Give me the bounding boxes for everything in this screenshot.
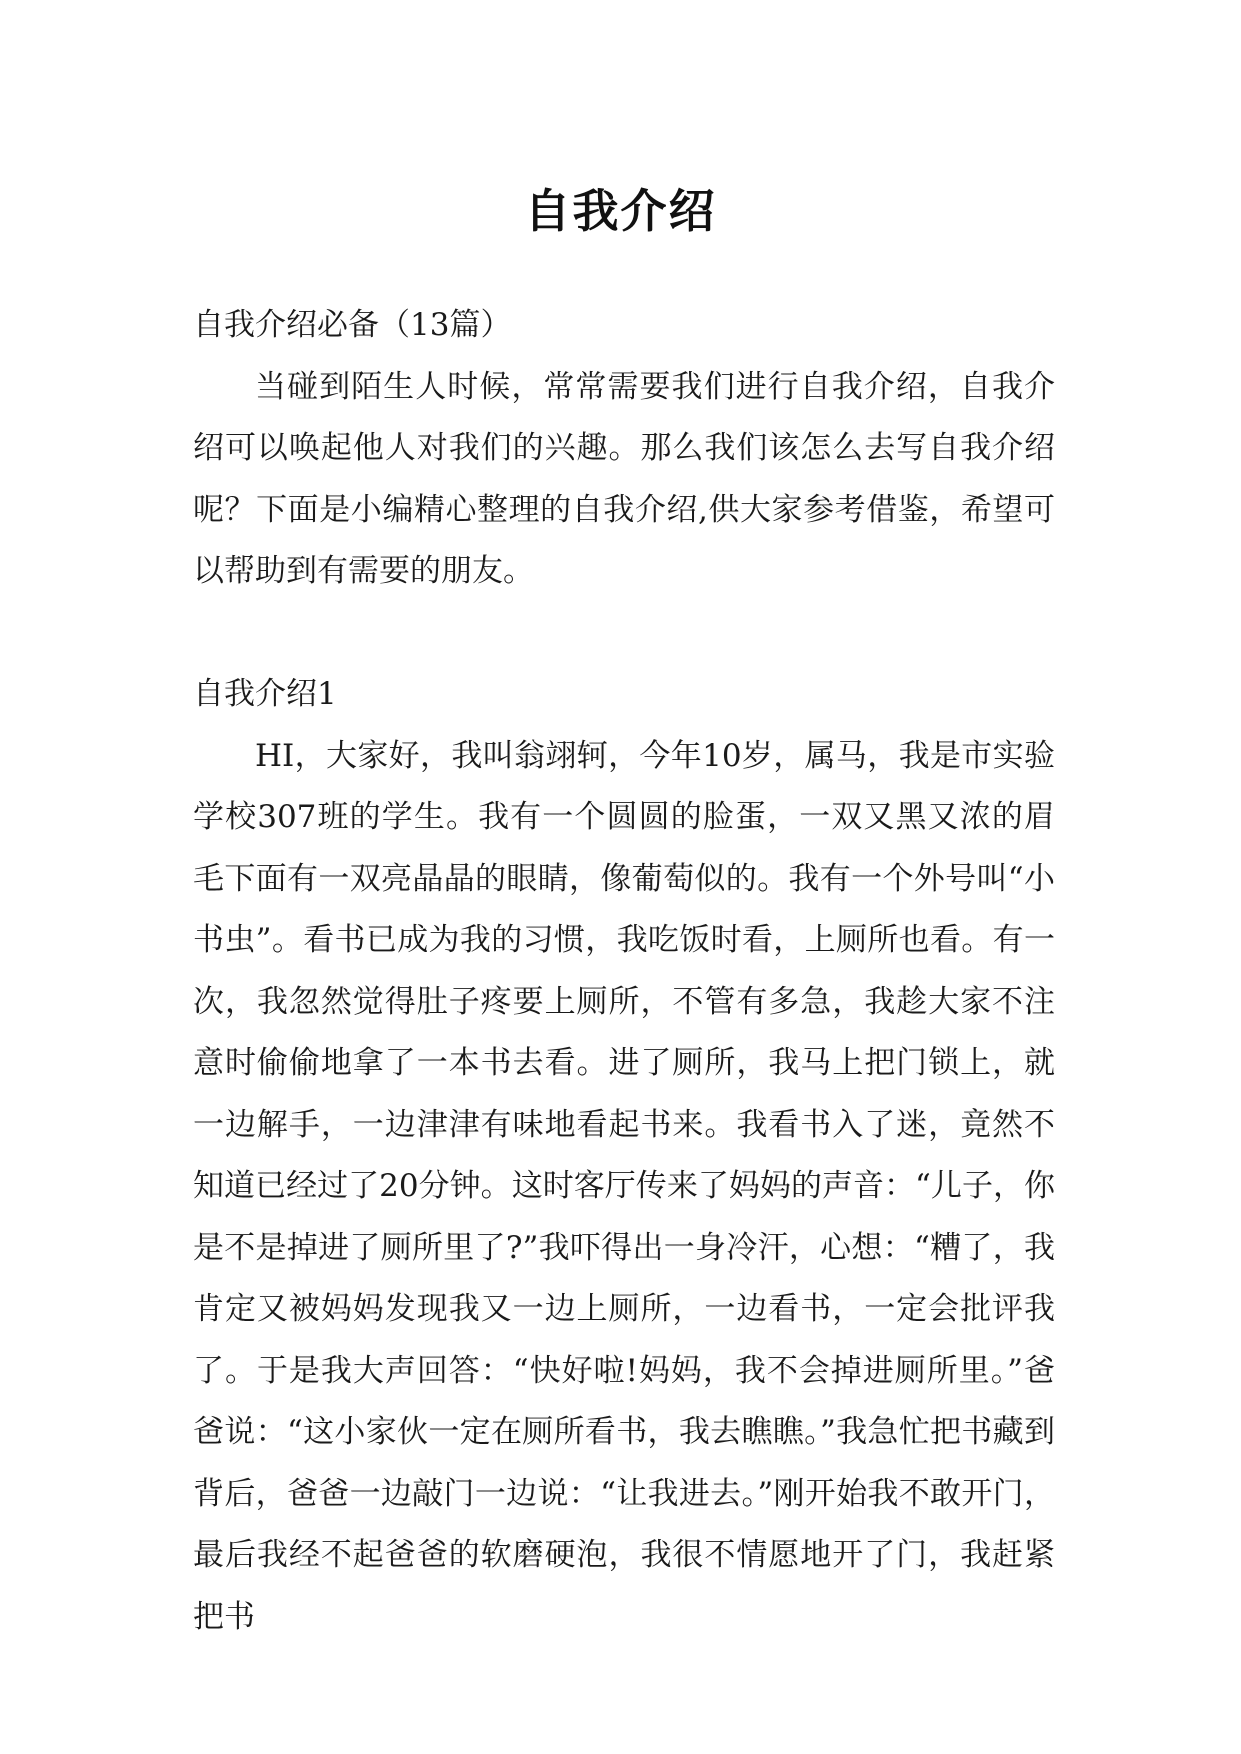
section-heading: 自我介绍1 bbox=[193, 676, 337, 712]
paragraph-spacer bbox=[193, 603, 1055, 665]
intro-paragraph: 当碰到陌生人时候，常常需要我们进行自我介绍，自我介绍可以唤起他人对我们的兴趣。那么我们该怎么去写自我介绍呢？下面是小编精心整理的自我介绍,供大家参考借鉴，希望可以帮助到有需要的朋友。 bbox=[193, 368, 1055, 589]
section-paragraph: HI，大家好，我叫翁翊轲，今年10岁，属马，我是市实验学校307班的学生。我有一个圆圆的脸蛋，一双又黑又浓的眉毛下面有一双亮晶晶的眼睛，像葡萄似的。我有一个外号叫“小书虫”。看书已成为我的习惯，我吃饭时看，上厕所也看。有一次，我忽然觉得肚子疼要上厕所，不管有多急，我趁大家不注意时偷偷地拿了一本书去看。进了厕所，我马上把门锁上，就一边解手，一边津津有味地看起书来。我看书入了迷，竟然不知道已经过了20分钟。这时客厅传来了妈妈的声音：“儿子，你是不是掉进了厕所里了?”我吓得出一身冷汗，心想：“糟了，我肯定又被妈妈发现我又一边上厕所，一边看书，一定会批评我了。于是我大声回答：“快好啦!妈妈，我不会掉进厕所里。”爸爸说：“这小家伙一定在厕所看书，我去瞧瞧。”我急忙把书藏到背后，爸爸一边敲门一边说：“让我进去。”刚开始我不敢开门，最后我经不起爸爸的软磨硬泡，我很不情愿地开了门，我赶紧把书 bbox=[193, 737, 1055, 1635]
document-body bbox=[193, 295, 1055, 1648]
document-title: 自我介绍 bbox=[524, 183, 717, 238]
intro-heading: 自我介绍必备（13篇） bbox=[193, 307, 512, 343]
